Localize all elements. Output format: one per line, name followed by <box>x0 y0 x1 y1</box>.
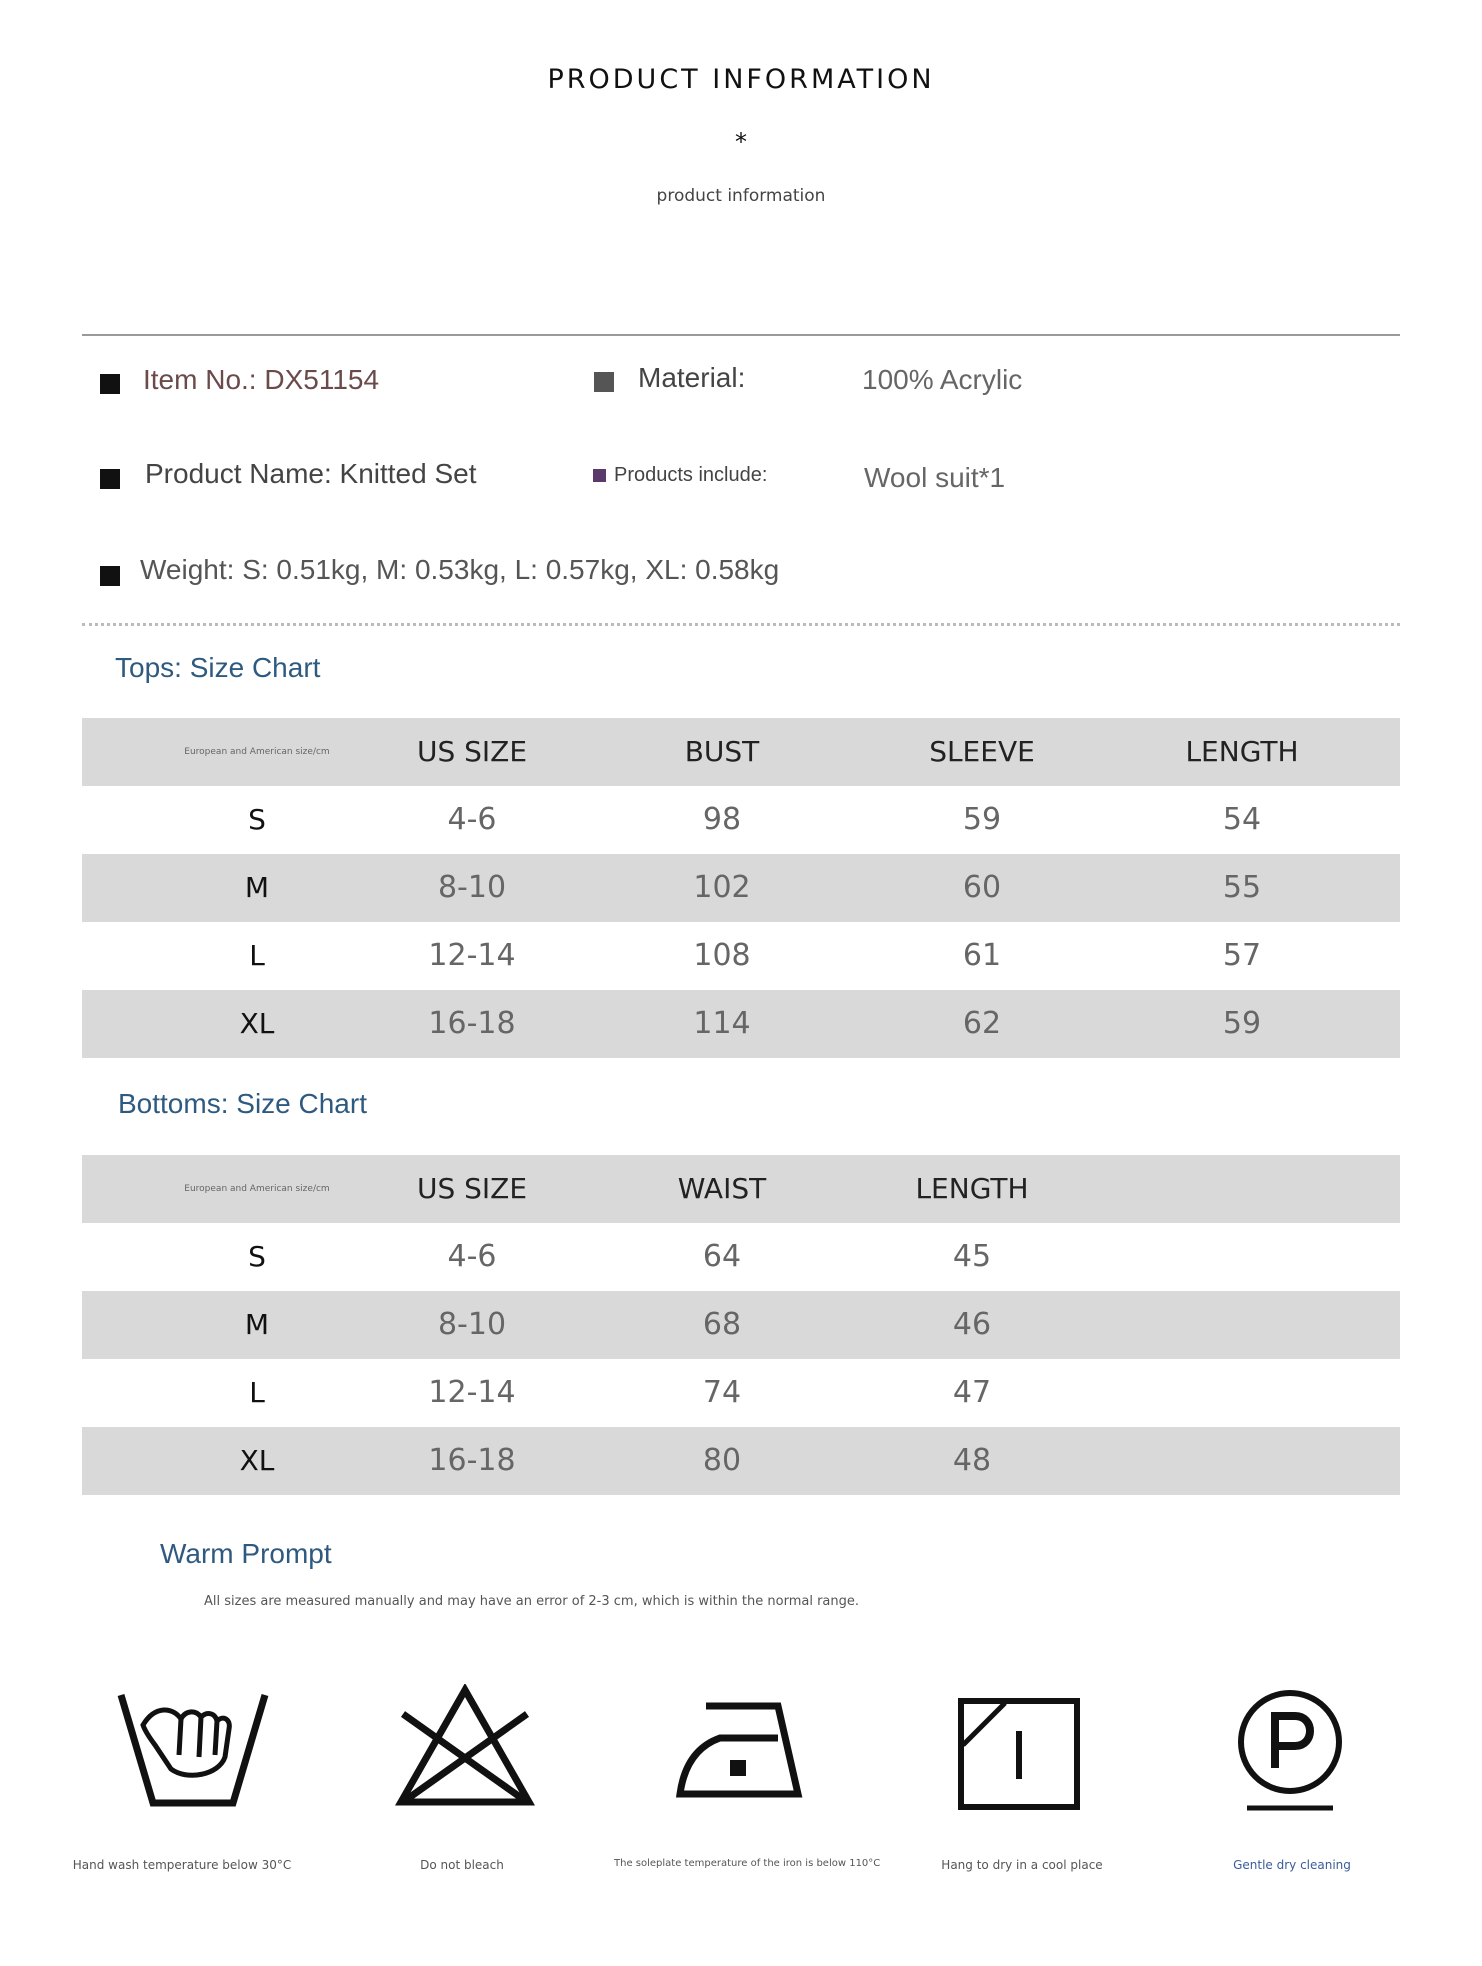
table-cell: 55 <box>1222 870 1262 905</box>
table-cell: 61 <box>962 938 1002 973</box>
table-cell: 98 <box>702 802 742 837</box>
column-header: US SIZE <box>416 735 528 768</box>
title-star: * <box>735 128 747 156</box>
table-cell: S <box>248 1240 266 1273</box>
warm-prompt-title: Warm Prompt <box>160 1538 332 1569</box>
table-cell: 60 <box>962 870 1002 905</box>
table-row <box>82 854 1400 922</box>
column-header: LENGTH <box>1185 735 1299 768</box>
do-not-bleach-icon <box>395 1684 535 1808</box>
table-cell: S <box>248 803 266 836</box>
table-cell: 114 <box>693 1006 751 1041</box>
table-row <box>82 786 1400 854</box>
hang-dry-icon <box>955 1695 1083 1813</box>
product-name: Product Name: Knitted Set <box>145 458 477 489</box>
includes-value: Wool suit*1 <box>864 462 1006 493</box>
bullet-icon <box>593 469 606 482</box>
table-cell: 102 <box>693 870 751 905</box>
top-divider <box>82 334 1400 336</box>
care-label: The soleplate temperature of the iron is below 110°C <box>614 1858 881 1869</box>
table-cell: 48 <box>952 1443 992 1478</box>
table-cell: 4-6 <box>447 1239 497 1274</box>
table-cell: 46 <box>952 1307 992 1342</box>
item-number: Item No.: DX51154 <box>143 364 380 395</box>
tops-section-title: Tops: Size Chart <box>115 652 321 683</box>
table-row <box>82 922 1400 990</box>
bottoms-header-row <box>82 1155 1400 1223</box>
table-cell: 8-10 <box>437 1307 507 1342</box>
table-cell: 45 <box>952 1239 992 1274</box>
dry-clean-icon <box>1233 1688 1347 1814</box>
column-header: SLEEVE <box>929 735 1035 768</box>
column-header: LENGTH <box>915 1172 1029 1205</box>
care-label: Gentle dry cleaning <box>1233 1858 1351 1872</box>
table-cell: 16-18 <box>428 1443 516 1478</box>
bottoms-section-title: Bottoms: Size Chart <box>118 1088 367 1119</box>
table-row <box>82 1291 1400 1359</box>
table-cell: 59 <box>962 802 1002 837</box>
bottoms-size-chart <box>82 1155 1400 1495</box>
includes-label: Products include: <box>614 464 768 486</box>
table-cell: M <box>244 871 270 904</box>
bullet-icon <box>594 372 614 392</box>
table-row <box>82 1223 1400 1291</box>
bullet-icon <box>100 566 120 586</box>
table-cell: 64 <box>702 1239 742 1274</box>
iron-low-icon <box>672 1698 804 1802</box>
table-cell: 12-14 <box>428 1375 516 1410</box>
table-cell: L <box>249 1376 265 1409</box>
care-label: Do not bleach <box>420 1858 504 1872</box>
tops-size-chart <box>82 718 1400 1058</box>
dotted-divider <box>82 623 1400 626</box>
table-cell: 12-14 <box>428 938 516 973</box>
table-cell: 74 <box>702 1375 742 1410</box>
table-cell: 4-6 <box>447 802 497 837</box>
table-cell: 54 <box>1222 802 1262 837</box>
table-row <box>82 1427 1400 1495</box>
table-cell: M <box>244 1308 270 1341</box>
material-value: 100% Acrylic <box>862 364 1023 395</box>
table-cell: 62 <box>962 1006 1002 1041</box>
table-row <box>82 990 1400 1058</box>
column-header: US SIZE <box>416 1172 528 1205</box>
table-cell: XL <box>239 1007 275 1040</box>
page-subtitle: product information <box>656 186 826 206</box>
weight-info: Weight: S: 0.51kg, M: 0.53kg, L: 0.57kg, XL: 0.58kg <box>140 554 780 585</box>
table-cell: 108 <box>693 938 751 973</box>
table-cell: 57 <box>1222 938 1262 973</box>
warm-prompt-note: All sizes are measured manually and may have an error of 2-3 cm, which is within the normal range. <box>204 1594 860 1609</box>
tops-header-row <box>82 718 1400 786</box>
table-cell: XL <box>239 1444 275 1477</box>
material-label: Material: <box>638 362 746 393</box>
table-cell: 59 <box>1222 1006 1262 1041</box>
bullet-icon <box>100 469 120 489</box>
table-cell: 47 <box>952 1375 992 1410</box>
column-header: European and American size/cm <box>184 1184 330 1194</box>
bullet-icon <box>100 374 120 394</box>
hand-wash-icon <box>115 1685 271 1815</box>
column-header: European and American size/cm <box>184 747 330 757</box>
column-header: BUST <box>684 735 760 768</box>
table-row <box>82 1359 1400 1427</box>
table-cell: 68 <box>702 1307 742 1342</box>
table-cell: 16-18 <box>428 1006 516 1041</box>
column-header: WAIST <box>677 1172 767 1205</box>
care-label: Hand wash temperature below 30°C <box>72 1858 292 1872</box>
table-cell: 80 <box>702 1443 742 1478</box>
page-title: PRODUCT INFORMATION <box>547 64 935 95</box>
table-cell: L <box>249 939 265 972</box>
care-label: Hang to dry in a cool place <box>941 1858 1103 1872</box>
table-cell: 8-10 <box>437 870 507 905</box>
